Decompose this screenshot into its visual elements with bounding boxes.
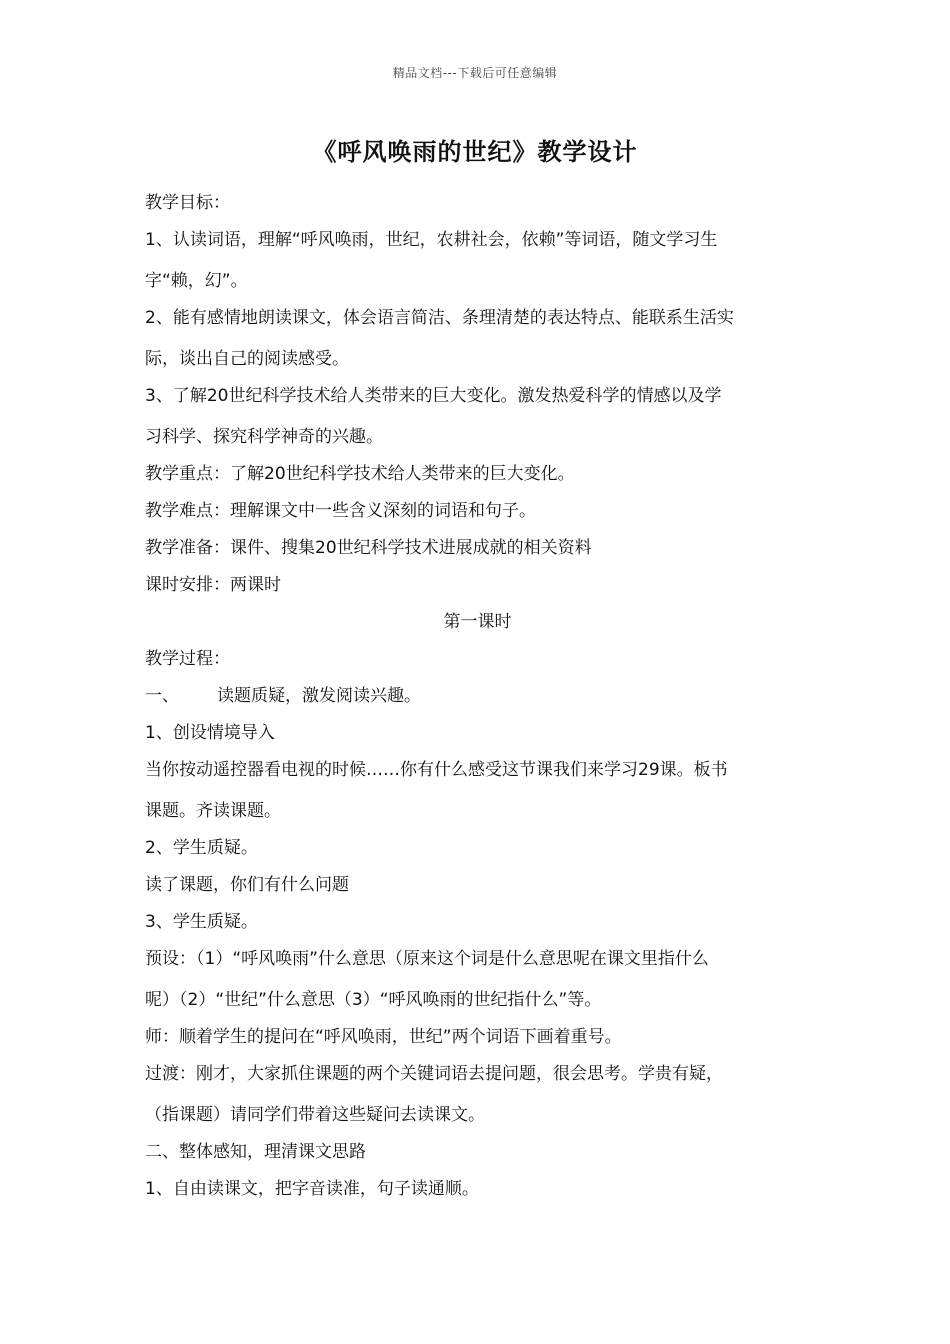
item-2: 2、学生质疑。 — [145, 838, 258, 858]
header-note: 精品文档---下载后可任意编辑 — [392, 66, 558, 80]
goal-3-line-1: 3、了解20世纪科学技术给人类带来的巨大变化。激发热爱科学的情感以及学 — [145, 386, 722, 406]
preset-line-2: 呢）（2）“世纪”什么意思（3）“呼风唤雨的世纪指什么”等。 — [145, 990, 602, 1010]
preset-line-1: 预设：（1）“呼风唤雨”什么意思（原来这个词是什么意思呢在课文里指什么 — [145, 949, 709, 969]
goal-2-line-1: 2、能有感情地朗读课文，体会语言简洁、条理清楚的表达特点、能联系生活实 — [145, 308, 734, 328]
transition-line-1: 过渡：刚才，大家抓住课题的两个关键词语去提问题，很会思考。学贵有疑， — [145, 1064, 723, 1084]
paragraph-2: 读了课题，你们有什么问题 — [145, 875, 349, 895]
goals-label: 教学目标： — [145, 193, 230, 213]
preparation: 教学准备：课件、搜集20世纪科学技术进展成就的相关资料 — [145, 538, 592, 558]
paragraph-1-line-2: 课题。齐读课题。 — [145, 801, 281, 821]
item-1: 1、创设情境导入 — [145, 723, 275, 743]
document-body — [145, 190, 810, 1202]
section-1-number: 一、 — [145, 686, 179, 706]
section-1-heading — [145, 683, 810, 709]
section-1-title: 读题质疑，激发阅读兴趣。 — [217, 686, 421, 706]
key-point: 教学重点：了解20世纪科学技术给人类带来的巨大变化。 — [145, 464, 575, 484]
section-2-heading: 二、整体感知，理清课文思路 — [145, 1142, 366, 1162]
difficulty: 教学难点：理解课文中一些含义深刻的词语和句子。 — [145, 501, 536, 521]
lesson-heading: 第一课时 — [443, 612, 512, 632]
goal-2-line-2: 际，谈出自己的阅读感受。 — [145, 349, 349, 369]
document-title: 《呼风唤雨的世纪》教学设计 — [312, 138, 638, 166]
paragraph-1-line-1: 当你按动遥控器看电视的时候……你有什么感受这节课我们来学习29课。板书 — [145, 760, 728, 780]
item-3: 3、学生质疑。 — [145, 912, 258, 932]
goal-3-line-2: 习科学、探究科学神奇的兴趣。 — [145, 427, 383, 447]
teacher-note: 师：顺着学生的提问在“呼风唤雨，世纪”两个词语下画着重号。 — [145, 1027, 622, 1047]
schedule: 课时安排：两课时 — [145, 575, 281, 595]
section-2-item-1: 1、自由读课文，把字音读准，句子读通顺。 — [145, 1179, 479, 1199]
transition-line-2: （指课题）请同学们带着这些疑问去读课文。 — [145, 1105, 485, 1125]
goal-1-line-1: 1、认读词语，理解“呼风唤雨，世纪，农耕社会，依赖”等词语，随文学习生 — [145, 230, 718, 250]
goal-1-line-2: 字“赖，幻”。 — [145, 271, 248, 291]
process-label: 教学过程： — [145, 649, 230, 669]
